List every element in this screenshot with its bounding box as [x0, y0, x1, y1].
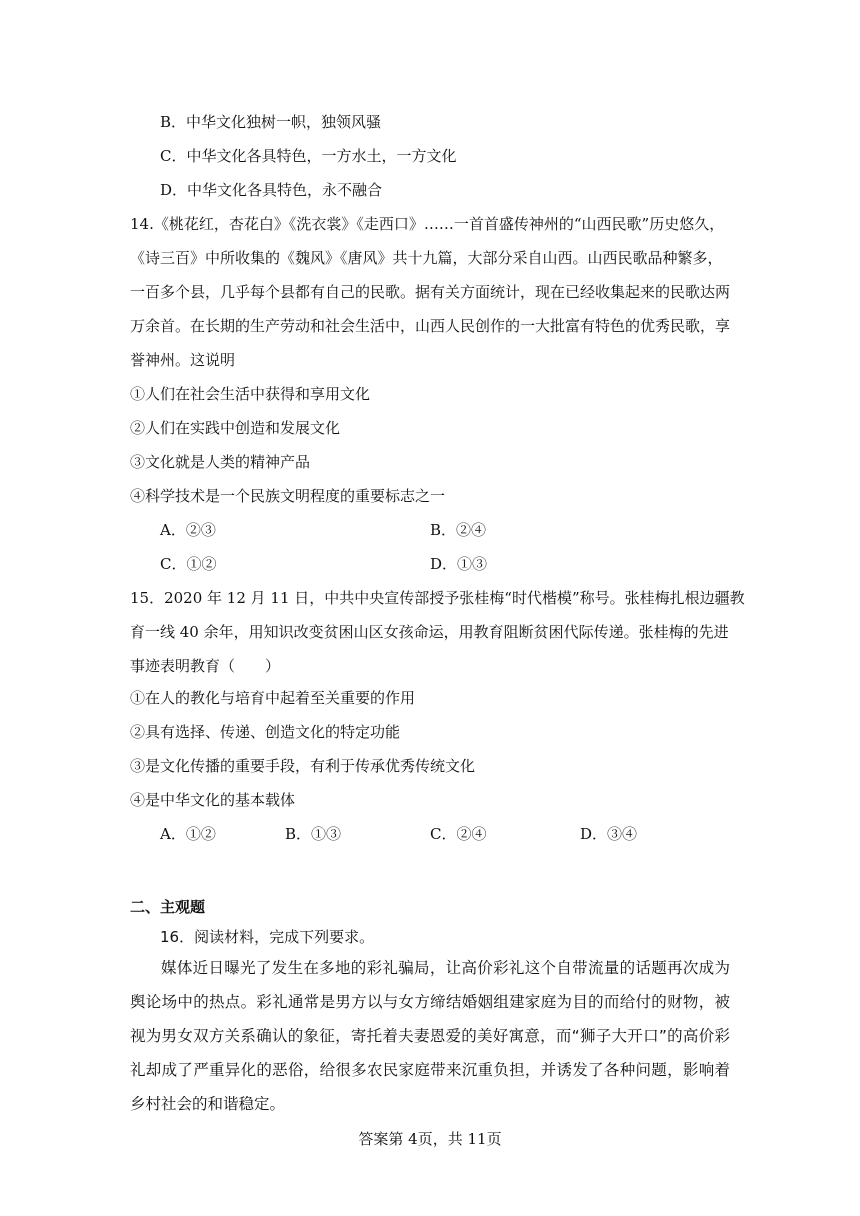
- q14-text-line: 一百多个县，几乎每个县都有自己的民歌。据有关方面统计，现在已经收集起来的民歌达两: [130, 283, 731, 301]
- q14-options-row: [160, 519, 720, 540]
- q14-text-line: 万余首。在长期的生产劳动和社会生活中，山西人民创作的一大批富有特色的优秀民歌，享: [130, 317, 731, 335]
- q14-statement: ②人们在实践中创造和发展文化: [130, 419, 341, 437]
- q15-statement: ④是中华文化的基本载体: [130, 791, 296, 809]
- q15-text-line: 事迹表明教育（ ）: [130, 657, 281, 675]
- q14-statement: ③文化就是人类的精神产品: [130, 453, 311, 471]
- page-footer: 答案第 4页，共 11页: [358, 1130, 502, 1148]
- q15-statement: ③是文化传播的重要手段，有利于传承优秀传统文化: [130, 757, 476, 775]
- q13-option-c: C．中华文化各具特色，一方水土，一方文化: [160, 147, 457, 165]
- q14-option-d: D．①③: [430, 555, 488, 573]
- q14-option-b: B．②④: [430, 521, 487, 539]
- q15-option-c: C．②④: [430, 825, 487, 843]
- q14-options-row: [160, 553, 720, 574]
- q14-text-line: 14.《桃花红，杏花白》《洗衣裳》《走西口》……一首首盛传神州的“山西民歌”历史悠久，: [130, 215, 725, 233]
- q16-prompt: 16．阅读材料，完成下列要求。: [160, 928, 375, 946]
- q14-text-line: 誉神州。这说明: [130, 351, 236, 369]
- q16-material: 媒体近日曝光了发生在多地的彩礼骗局，让高价彩礼这个自带流量的话题再次成为舆论场中的热点。彩礼通常是男方以与女方缔结婚姻组建家庭为目的而给付的财物，被视为男女双方关系确认的象征，寄托着夫妻恩爱的美好寓意，而“狮子大开口”的高价彩礼却成了严重异化的恶俗，给很多农民家庭带来沉重负担，并诱发了各种问题，影响着乡村社会的和谐稳定。: [130, 959, 730, 1113]
- section-heading: 二、主观题: [130, 898, 206, 916]
- q15-statement: ①在人的教化与培育中起着至关重要的作用: [130, 689, 416, 707]
- q14-option-c: C．①②: [160, 555, 217, 573]
- q13-option-d: D．中华文化各具特色，永不融合: [160, 181, 383, 199]
- q15-text-line: 15．2020 年 12 月 11 日，中共中央宣传部授予张桂梅“时代楷模”称号。张桂梅扎根边疆教: [130, 589, 745, 607]
- q15-option-a: A．①②: [160, 825, 216, 843]
- q15-options-row: [160, 823, 720, 844]
- q15-statement: ②具有选择、传递、创造文化的特定功能: [130, 723, 401, 741]
- q15-text-line: 育一线 40 余年，用知识改变贫困山区女孩命运，用教育阻断贫困代际传递。张桂梅的先进: [130, 623, 729, 641]
- q14-text-line: 《诗三百》中所收集的《魏风》《唐风》共十九篇，大部分采自山西。山西民歌品种繁多，: [130, 249, 723, 267]
- q14-statement: ④科学技术是一个民族文明程度的重要标志之一: [130, 487, 446, 505]
- q13-option-b: B．中华文化独树一帜，独领风骚: [160, 113, 382, 131]
- q14-option-a: A．②③: [160, 521, 216, 539]
- q15-option-b: B．①③: [285, 825, 342, 843]
- q14-statement: ①人们在社会生活中获得和享用文化: [130, 385, 371, 403]
- q15-option-d: D．③④: [580, 825, 638, 843]
